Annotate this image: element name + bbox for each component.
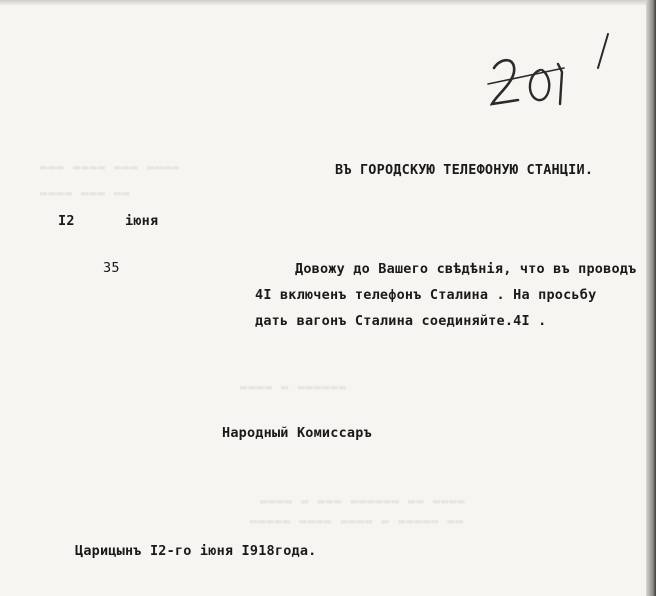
signatory-title: Народный Комиссаръ xyxy=(222,425,372,441)
reference-number: 35 xyxy=(103,260,120,276)
bleed-through-text: ▬▬▬▬▬ ▬▬▬▬ ▬▬▬▬ ▬ ▬▬▬▬▬ ▬▬ xyxy=(250,514,464,528)
bleed-through-text: ▬▬▬▬ ▬▬▬ ▬▬ xyxy=(40,186,131,200)
date-month: іюня xyxy=(125,213,159,229)
bleed-through-text: ▬▬▬▬ ▬ ▬▬▬ ▬▬▬▬▬▬ ▬▬ ▬▬▬▬ xyxy=(260,494,466,508)
page-top-edge xyxy=(0,0,656,6)
date-day: I2 xyxy=(58,213,75,229)
bleed-through-text: ▬▬▬▬ ▬ ▬▬▬▬▬▬ xyxy=(240,380,347,394)
body-line-3: дать вагонъ Сталина соединяйте.4I . xyxy=(255,313,547,329)
body-line-1: Довожу до Вашего свѣдѣнія, что въ проводъ xyxy=(295,261,637,277)
addressee-header: ВЪ ГОРОДСКУЮ ТЕЛЕФОНУЮ СТАНЦІИ. xyxy=(335,162,594,178)
place-and-date: Царицынъ I2-го іюня I918года. xyxy=(75,543,317,559)
page-right-edge xyxy=(646,0,656,596)
bleed-through-text: ▬▬▬ ▬▬▬▬ ▬▬▬ ▬▬▬▬ xyxy=(40,160,180,174)
archive-number-mark xyxy=(484,30,634,110)
body-line-2: 4I включенъ телефонъ Сталина . На просьбу xyxy=(255,287,597,303)
